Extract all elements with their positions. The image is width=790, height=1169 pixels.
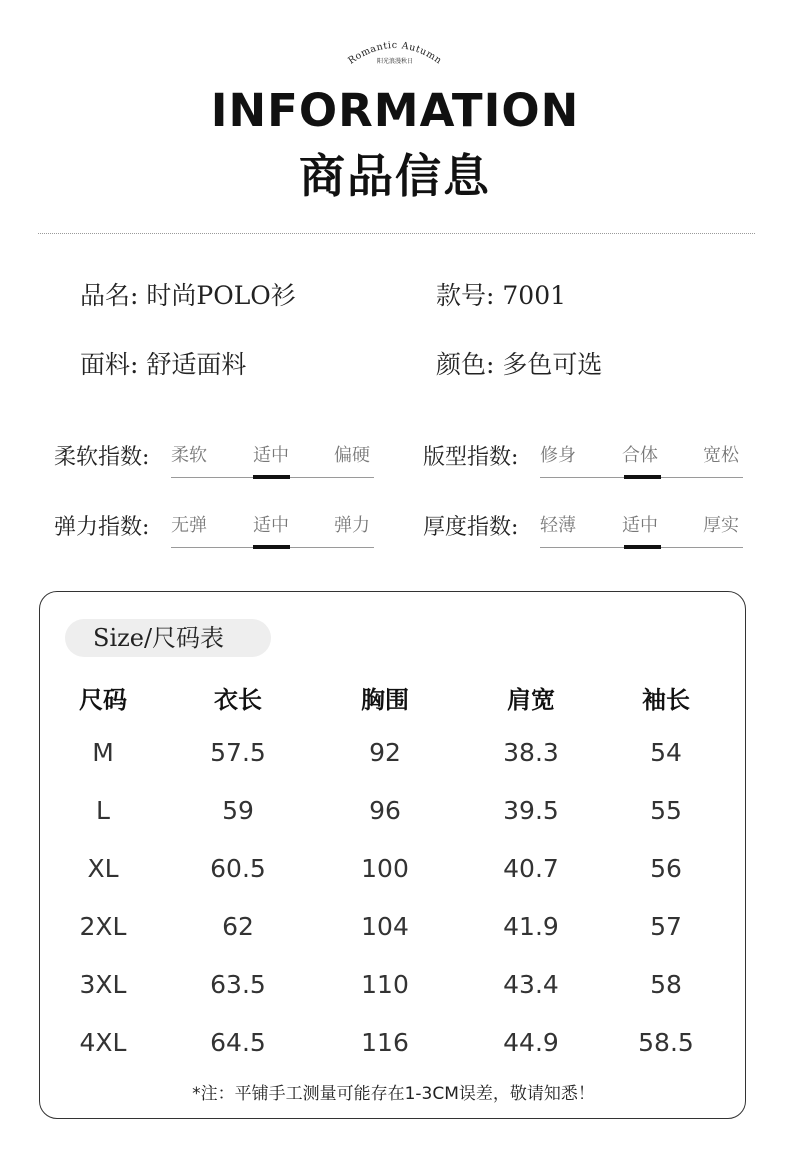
- table-header: 袖长: [642, 686, 690, 714]
- info-label: 品名:: [80, 281, 139, 310]
- index-selected-marker: [253, 475, 290, 479]
- info-value: 舒适面料: [146, 350, 247, 379]
- info-label: 款号:: [436, 281, 495, 310]
- info-value: 7001: [502, 281, 567, 310]
- table-cell: 55: [650, 796, 682, 825]
- table-cell: 39.5: [503, 796, 559, 825]
- index-selected-marker: [624, 545, 661, 549]
- info-product-name: [80, 276, 296, 312]
- table-cell: 38.3: [503, 738, 559, 767]
- table-cell: 60.5: [210, 854, 266, 883]
- info-value: 多色可选: [502, 350, 603, 379]
- table-cell: 3XL: [79, 970, 127, 999]
- table-cell: 58.5: [638, 1028, 694, 1057]
- info-color: [436, 345, 602, 381]
- table-cell: 62: [222, 912, 254, 941]
- index-thickness-label: 厚度指数:: [423, 515, 519, 540]
- table-cell: 44.9: [503, 1028, 559, 1057]
- table-cell: 110: [361, 970, 409, 999]
- index-softness-label: 柔软指数:: [54, 445, 150, 470]
- table-header: 胸围: [361, 686, 409, 714]
- measurement-note: *注：平铺手工测量可能存在1-3CM误差，敬请知悉！: [192, 1084, 595, 1104]
- index-selected-marker: [253, 545, 290, 549]
- info-style-number: [436, 276, 566, 312]
- table-cell: 116: [361, 1028, 409, 1057]
- index-option: 修身: [540, 445, 576, 466]
- table-cell: 104: [361, 912, 409, 941]
- table-cell: 64.5: [210, 1028, 266, 1057]
- index-option: 适中: [253, 445, 289, 466]
- index-option: 厚实: [703, 515, 739, 536]
- table-cell: 59: [222, 796, 254, 825]
- info-fabric: [80, 345, 246, 381]
- title-english: INFORMATION: [210, 84, 580, 137]
- index-elasticity-scale: [171, 511, 374, 551]
- table-cell: 57.5: [210, 738, 266, 767]
- badge-arc-text: Romantic Autumn: [346, 39, 444, 67]
- table-cell: XL: [87, 854, 119, 883]
- table-cell: 96: [369, 796, 401, 825]
- table-header: 尺码: [79, 686, 127, 714]
- index-option: 柔软: [171, 445, 207, 466]
- table-cell: 2XL: [79, 912, 127, 941]
- title-chinese: 商品信息: [299, 149, 491, 203]
- info-label: 颜色:: [436, 350, 495, 379]
- table-cell: 57: [650, 912, 682, 941]
- table-cell: 43.4: [503, 970, 559, 999]
- table-cell: 56: [650, 854, 682, 883]
- index-selected-marker: [624, 475, 661, 479]
- table-cell: M: [92, 738, 114, 767]
- index-option: 适中: [253, 515, 289, 536]
- index-option: 轻薄: [540, 515, 576, 536]
- index-option: 宽松: [703, 445, 739, 466]
- size-chart-card: [39, 591, 746, 1119]
- table-cell: 58: [650, 970, 682, 999]
- table-cell: 4XL: [79, 1028, 127, 1057]
- table-cell: 92: [369, 738, 401, 767]
- table-cell: 54: [650, 738, 682, 767]
- index-elasticity-label: 弹力指数:: [54, 515, 150, 540]
- dotted-divider: [38, 233, 755, 234]
- table-header: 衣长: [214, 686, 262, 714]
- index-option: 弹力: [334, 515, 370, 536]
- info-label: 面料:: [80, 350, 139, 379]
- badge-subtext: 阳光浪漫秋日: [376, 58, 413, 65]
- info-value: 时尚POLO衫: [146, 281, 296, 310]
- table-cell: 63.5: [210, 970, 266, 999]
- index-option: 无弹: [171, 515, 207, 536]
- table-cell: L: [96, 796, 110, 825]
- romantic-autumn-badge: [345, 36, 445, 70]
- table-cell: 40.7: [503, 854, 559, 883]
- size-chart-title: Size/尺码表: [65, 619, 271, 657]
- index-option: 合体: [622, 445, 658, 466]
- table-cell: 100: [361, 854, 409, 883]
- index-option: 适中: [622, 515, 658, 536]
- index-softness-scale: [171, 441, 374, 481]
- index-option: 偏硬: [334, 445, 370, 466]
- table-header: 肩宽: [507, 686, 555, 714]
- table-cell: 41.9: [503, 912, 559, 941]
- index-fit-scale: [540, 441, 743, 481]
- index-thickness-scale: [540, 511, 743, 551]
- index-fit-label: 版型指数:: [423, 445, 519, 470]
